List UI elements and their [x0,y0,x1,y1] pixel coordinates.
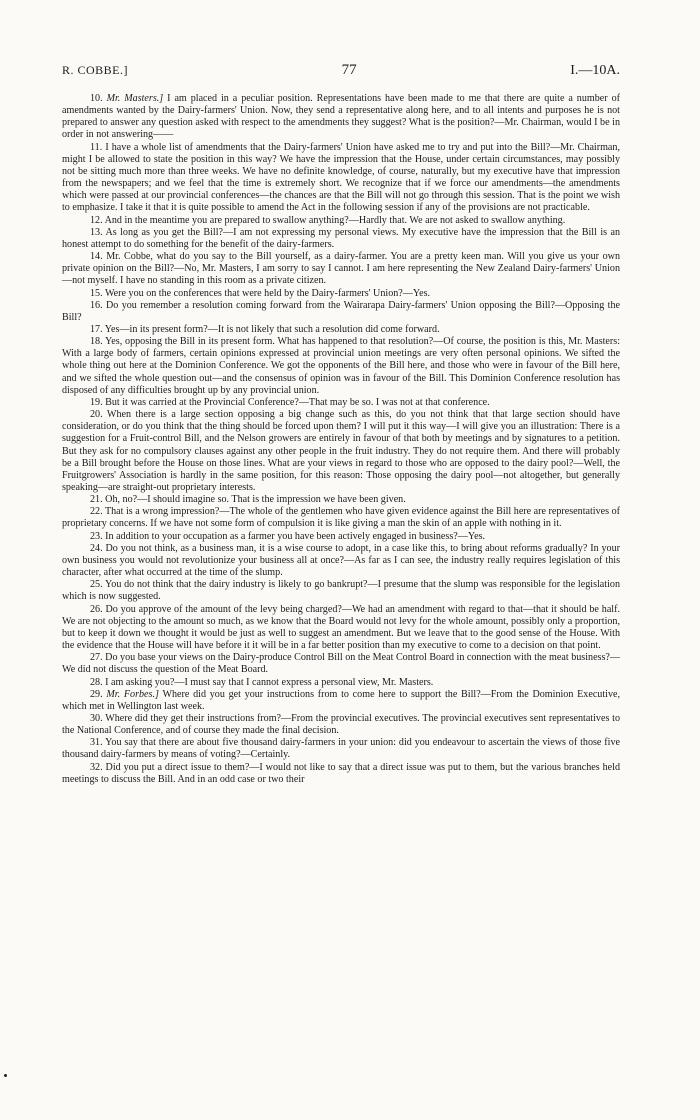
paragraph-text: When there is a large section opposing a big change such as this, do you not think that that large section should have consideration, or do you think that the thing should be forced upon them? I will put it this way—I will give you an illustration: There is a suggestion for a Fruit-control Bill, and the Nelson growers are entirely in favour of that both by meetings and by signatures to a petition. But they ask for no compulsory clauses against any other people in the fruit industry. They do not require them. And there will probably be a Bill brought before the House on those lines. What are your views in regard to those who are opposed to the dairy pool?—Well, the Fruitgrowers' Association is hardly in the same position, for this reason: Those opposing the dairy pool—not altogether, but generally speaking—are straight-out proprietary interests. [62,409,620,493]
question-number: 26. [90,603,103,615]
paragraph-text: Do you not think, as a business man, it is a wise course to adopt, in a case like this, to bring about reforms gradually? In your own business you would not revolutionize your business all at once?—As far as I can see, the industry really requires legislation of this character, after what occurred at the time of the slump. [62,542,620,579]
question-number: 10. [90,93,103,104]
question-number: 32. [90,761,103,773]
paragraph-text: You say that there are about five thousand dairy-farmers in your union: did you endeavour to ascertain the views of those five thousand dairy-farmers by means of voting?—Certainly. [62,737,620,761]
paragraph-text: Yes, opposing the Bill in its present form. What has happened to that resolution?—Of course, the position is this, Mr. Masters: With a large body of farmers, certain opinions expressed at provincial union meetings are very often personal opinions. We sifted the whole thing out here at the Dominion Conference. We got the opponents of the Bill here, and those who were in favour of the Bill here, and we sifted the whole question out—and the consensus of opinion was in favour of the Bill. This Dominion Conference resolution has disposed of any difficulties brought up by any provincial union. [62,336,620,396]
question-number: 30. [90,712,103,724]
question-paragraph [62,531,620,543]
paragraph-text: Oh, no?—I should imagine so. That is the impression we have been given. [102,494,406,506]
paragraph-text: You do not think that the dairy industry is likely to go bankrupt?—I presume that the slump was responsible for the legislation which is now suggested. [62,579,620,603]
question-number: 16. [90,299,103,311]
question-paragraph [62,506,620,530]
margin-mark [4,1074,7,1077]
question-paragraph [62,543,620,579]
running-header [62,62,620,79]
question-number: 14. [90,251,103,263]
question-number: 28. [90,676,103,688]
question-paragraph [62,324,620,336]
page-number: 77 [341,62,357,78]
speaker-label: Mr. Masters.] [106,93,164,104]
paragraph-text: Mr. Cobbe, what do you say to the Bill yourself, as a dairy-farmer. You are a pretty keen man. Will you give us your own private opinion on the Bill?—No, Mr. Masters, I am sorry to say I cannot. I am here representing the New Zealand Dairy-farmers' Union—not myself. I have no standing in this room as a private citizen. [62,251,620,287]
question-paragraph [62,336,620,397]
speaker-label: Mr. Forbes.] [106,688,159,700]
paragraph-text: Where did they get their instructions from?—From the provincial executives. The provincial executives sent representatives to the National Conference, and of course they made the final decision. [62,712,620,737]
question-paragraph [62,409,620,494]
question-paragraph [62,604,620,653]
paragraph-text: As long as you get the Bill?—I am not expressing my personal views. My executive have the impression that the Bill is an honest attempt to do something for the benefit of the dairy-farmers. [62,226,620,250]
question-number: 13. [90,226,103,238]
question-paragraph [62,677,620,689]
question-number: 21. [90,494,103,506]
question-number: 18. [90,336,103,348]
question-paragraph [62,737,620,761]
header-witness: R. COBBE.] [62,63,129,77]
question-paragraph [62,93,620,142]
question-paragraph [62,494,620,506]
paragraph-text: I have a whole list of amendments that the Dairy-farmers' Union have asked me to try and put into the Bill?—Mr. Chairman, might I be allowed to state the position in this way? We have the impression that the House, under certain circumstances, may possibly not be sitting much more than three weeks. We have no definite knowledge, of course, naturally, but my executive have that impression from the newspapers; and we feel that the time is extremely short. We recognize that if we force our amendments—the amendments which were passed at our provincial conferences—the chances are that the Bill will not go through this session. That is the point we wish to emphasize. I take it that it is quite possible to amend the Act in the following session if any of the provisions are not practicable. [62,141,620,214]
question-number: 12. [90,214,103,226]
question-paragraph [62,397,620,409]
paragraph-text: But it was carried at the Provincial Conference?—That may be so. I was not at that conference. [102,396,490,408]
question-number: 15. [90,287,103,299]
header-paper-ref: I.—10A. [570,63,620,78]
question-paragraph [62,142,620,215]
paragraph-text: I am placed in a peculiar position. Representations have been made to me that there are quite a number of amendments wanted by the Dairy-farmers' Union. Now, they send a representative along here, and to all intents and purposes he is not prepared to answer any question asked with respect to the amendments they suggest? What is the position?—Mr. Chairman, would I be in order in not answering—— [62,93,620,141]
question-paragraph [62,227,620,251]
paragraph-text: And in the meantime you are prepared to swallow anything?—Hardly that. We are not asked to swallow anything. [102,214,566,226]
question-number: 17. [90,323,103,335]
question-paragraph [62,689,620,713]
question-paragraph [62,300,620,324]
paragraph-text: Were you on the conferences that were held by the Dairy-farmers' Union?—Yes. [102,287,431,299]
paragraph-text: I am asking you?—I must say that I cannot express a personal view, Mr. Masters. [102,676,434,688]
paragraph-text: Do you remember a resolution coming forward from the Wairarapa Dairy-farmers' Union opposing the Bill?—Opposing the Bill? [62,299,620,323]
question-number: 25. [90,579,103,591]
question-number: 22. [90,506,103,518]
paragraph-text: Do you base your views on the Dairy-produce Control Bill on the Meat Control Board in connection with the meat business?—We did not discuss the question of the Meat Board. [62,652,620,676]
question-paragraph [62,288,620,300]
question-paragraph [62,579,620,603]
paragraph-text: That is a wrong impression?—The whole of the gentlemen who have given evidence against the Bill here are representatives of proprietary concerns. If we have not some form of compulsion it is like giving a man the skin of an apple with nothing in it. [62,506,620,530]
question-number: 31. [90,737,103,749]
paragraph-text: Yes—in its present form?—It is not likely that such a resolution did come forward. [102,323,440,335]
question-paragraph [62,652,620,676]
question-number: 23. [90,530,103,542]
paragraph-text: Where did you get your instructions from to come here to support the Bill?—From the Dominion Executive, which met in Wellington last week. [62,688,621,712]
question-number: 11. [90,141,103,153]
question-paragraph [62,762,620,786]
paragraph-text: Did you put a direct issue to them?—I would not like to say that a direct issue was put to them, but the various branches held meetings to discuss the Bill. And in an odd case or two their [62,761,620,785]
question-paragraph [62,215,620,227]
question-number: 24. [90,542,103,554]
question-number: 29. [90,688,103,700]
question-number: 27. [90,652,103,664]
paragraph-text: In addition to your occupation as a farmer you have been actively engaged in business?—Yes. [102,530,486,542]
question-number: 20. [90,409,103,421]
question-number: 19. [90,396,103,408]
document-body [62,93,620,786]
question-paragraph [62,251,620,287]
paragraph-text: Do you approve of the amount of the levy being charged?—We had an amendment with regard to that—that it should be half. We are not objecting to the amount so much, as we know that the Board would not levy for the whole amount, possibly only a proportion, but to keep it down we thought it would be just as well to suggest an amendment. But we leave that to the good sense of the House. With the evidence that the House will have before it it will be in a far better position than my executive to come to a decision on that point. [62,603,620,652]
question-paragraph [62,713,620,737]
